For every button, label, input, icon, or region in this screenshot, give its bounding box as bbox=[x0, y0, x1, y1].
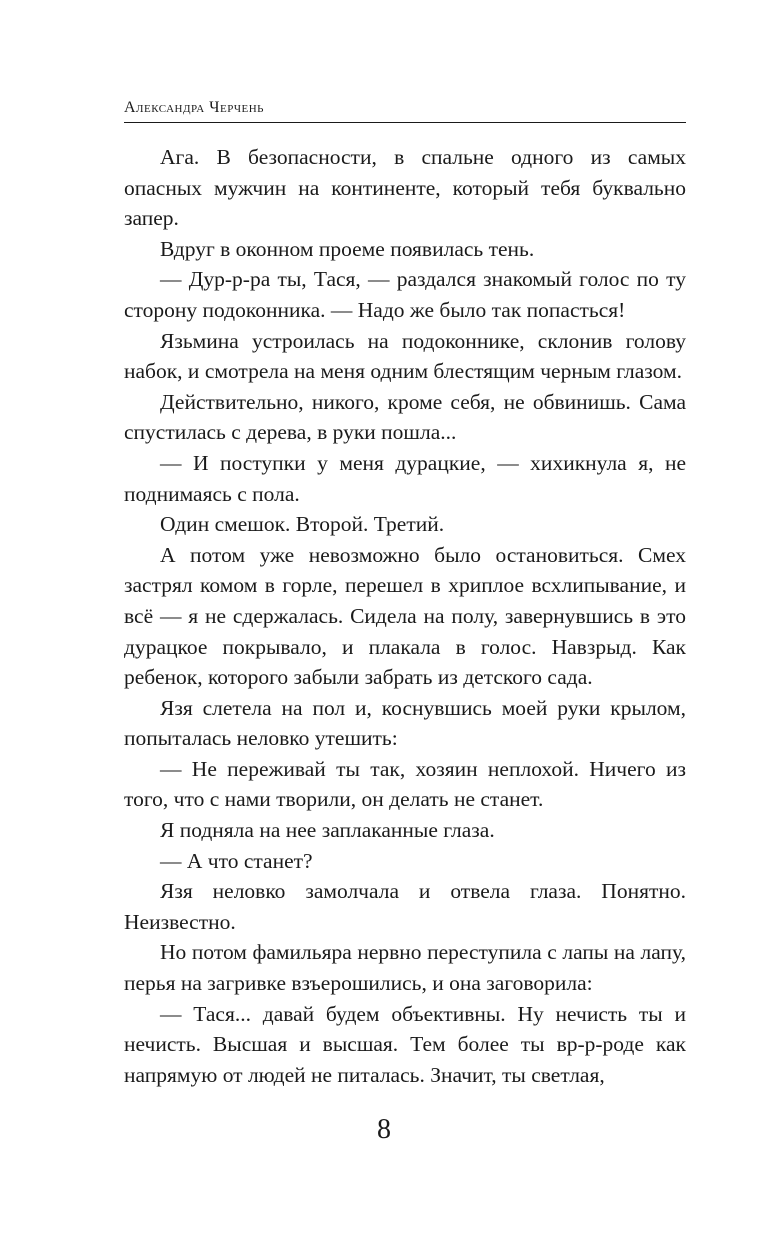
paragraph-10: — Не переживай ты так, хозяин неплохой. Ничего из того, что с нами творили, он делать не станет. bbox=[124, 756, 686, 812]
paragraph-13: Язя неловко замолчала и отвела глаза. Понятно. Неизвестно. bbox=[124, 879, 686, 934]
paragraph-15: — Тася... давай будем объективны. Ну нечисть ты и нечисть. Высшая и высшая. Тем более ты вр-р-роде как напрямую от людей не питалась. Значит, ты светлая, bbox=[124, 1001, 686, 1087]
paragraph-4: Язьмина устроилась на подоконнике, склонив голову набок, и смотрела на меня одним блестящим черным глазом. bbox=[124, 328, 686, 384]
paragraph-1: Ага. В безопасности, в спальне одного из самых опасных мужчин на континенте, который тебя буквально запер. bbox=[124, 145, 686, 231]
paragraph-5: Действительно, никого, кроме себя, не обвинишь. Сама спустилась с дерева, в руки пошла... bbox=[124, 389, 686, 445]
page-number: 8 bbox=[377, 1114, 391, 1145]
body-text bbox=[124, 142, 686, 1090]
running-header: Александра Черчень bbox=[124, 99, 264, 116]
paragraph-9: Язя слетела на пол и, коснувшись моей руки крылом, попыталась неловко утешить: bbox=[124, 695, 686, 751]
paragraph-6: — И поступки у меня дурацкие, — хихикнула я, не поднимаясь с пола. bbox=[124, 450, 686, 506]
paragraph-2: Вдруг в оконном проеме появилась тень. bbox=[160, 236, 535, 261]
paragraph-3: — Дур-р-ра ты, Тася, — раздался знакомый голос по ту сторону подоконника. — Надо же было так попасться! bbox=[124, 267, 686, 322]
paragraph-11: Я подняла на нее заплаканные глаза. bbox=[160, 818, 495, 843]
paragraph-8: А потом уже невозможно было остановиться. Смех застрял комом в горле, перешел в хриплое всхлипывание, и всё — я не сдержалась. Сидела на полу, завернувшись в это дурацкое покрывало, и плакала в голос. Навзрыд. Как ребенок, которого забыли забрать из детского сада. bbox=[124, 542, 686, 690]
header-rule bbox=[124, 122, 686, 123]
paragraph-7: Один смешок. Второй. Третий. bbox=[160, 512, 445, 537]
paragraph-14: Но потом фамильяра нервно переступила с лапы на лапу, перья на загривке взъерошились, и она заговорила: bbox=[124, 940, 686, 996]
paragraph-12: — А что станет? bbox=[160, 848, 313, 873]
